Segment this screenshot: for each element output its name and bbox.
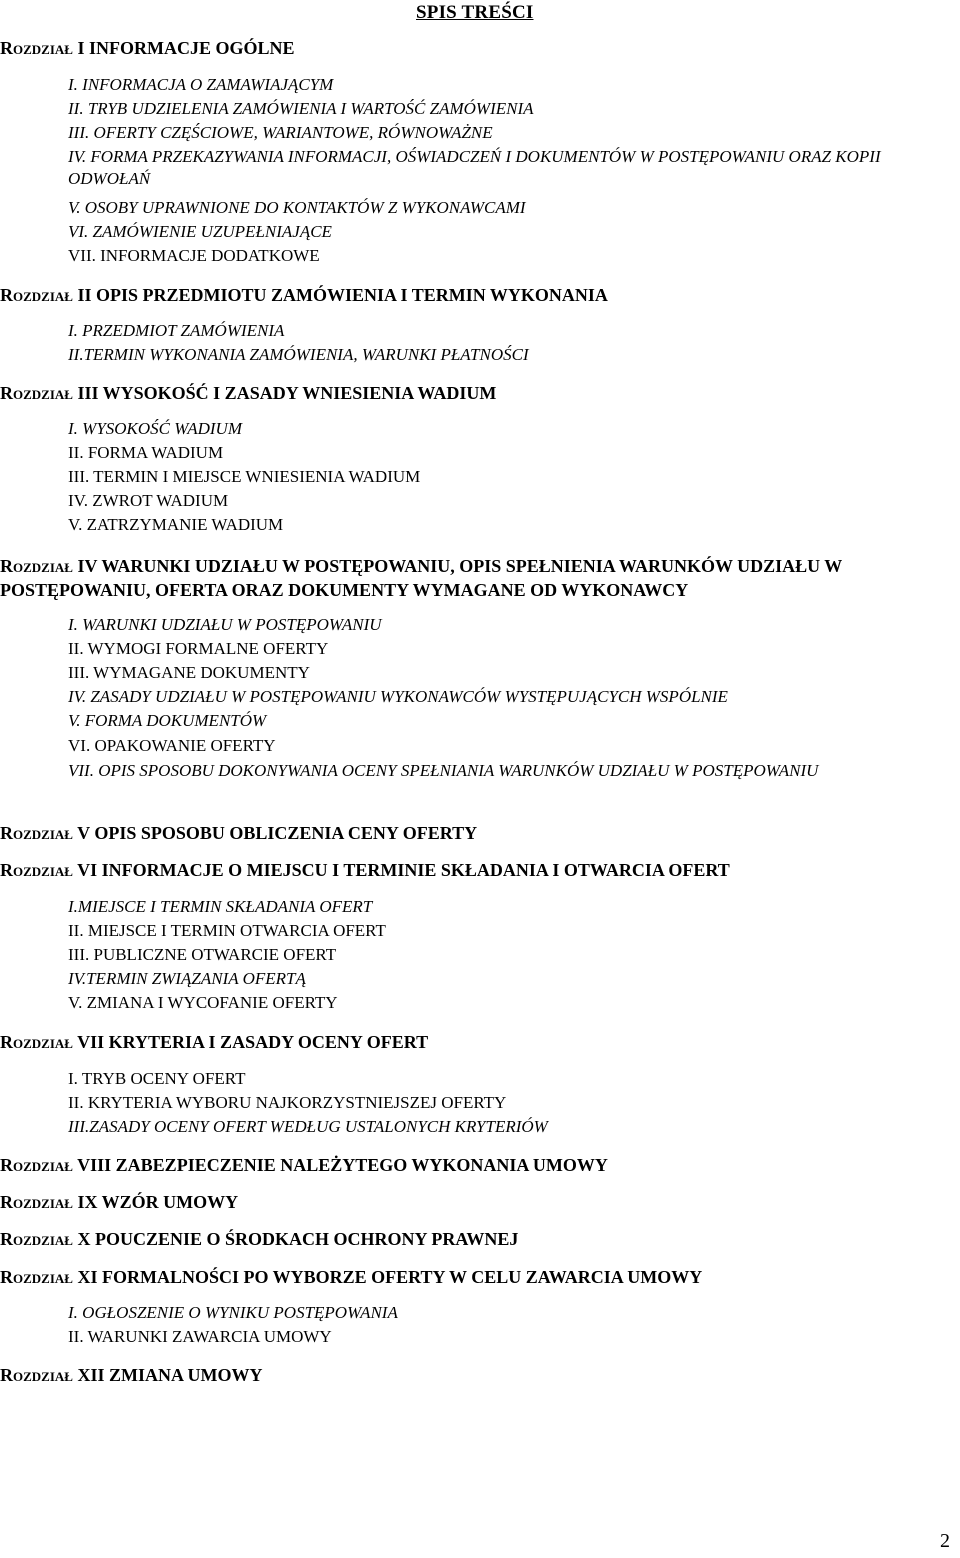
toc-item: III. TERMIN I MIEJSCE WNIESIENIA WADIUM <box>68 467 421 486</box>
chapter-heading-8: Rozdział VIII ZABEZPIECZENIE NALEŻYTEGO WYKONANIA UMOWY <box>0 1155 608 1175</box>
toc-item: IV. ZWROT WADIUM <box>68 491 229 510</box>
chapter-heading-6: Rozdział VI INFORMACJE O MIEJSCU I TERMINIE SKŁADANIA I OTWARCIA OFERT <box>0 860 730 880</box>
toc-item: I.MIEJSCE I TERMIN SKŁADANIA OFERT <box>68 897 373 916</box>
chapter-heading-12: Rozdział XII ZMIANA UMOWY <box>0 1365 263 1385</box>
toc-item: IV.TERMIN ZWIĄZANIA OFERTĄ <box>68 969 306 988</box>
chapter-heading-9: Rozdział IX WZÓR UMOWY <box>0 1192 239 1212</box>
toc-item: VII. OPIS SPOSOBU DOKONYWANIA OCENY SPEŁNIANIA WARUNKÓW UDZIAŁU W POSTĘPOWANIU <box>68 761 819 780</box>
chapter-heading-4: Rozdział IV WARUNKI UDZIAŁU W POSTĘPOWANIU, OPIS SPEŁNIENIA WARUNKÓW UDZIAŁU W POSTĘPOWANIU, OFERTA ORAZ DOKUMENTY WYMAGANE OD WYKONAWCY <box>0 556 842 600</box>
toc-item: VI. OPAKOWANIE OFERTY <box>68 736 276 755</box>
chapter-heading-10: Rozdział X POUCZENIE O ŚRODKACH OCHRONY PRAWNEJ <box>0 1229 519 1249</box>
toc-item: II. MIEJSCE I TERMIN OTWARCIA OFERT <box>68 921 386 940</box>
chapter-heading-2: Rozdział II OPIS PRZEDMIOTU ZAMÓWIENIA I TERMIN WYKONANIA <box>0 285 608 305</box>
chapter-heading-7: Rozdział VII KRYTERIA I ZASADY OCENY OFERT <box>0 1032 429 1052</box>
toc-item: I. OGŁOSZENIE O WYNIKU POSTĘPOWANIA <box>68 1303 398 1322</box>
chapter-heading-11: Rozdział XI FORMALNOŚCI PO WYBORZE OFERTY W CELU ZAWARCIA UMOWY <box>0 1267 703 1287</box>
toc-item: I. PRZEDMIOT ZAMÓWIENIA <box>68 321 285 340</box>
toc-item: IV. ZASADY UDZIAŁU W POSTĘPOWANIU WYKONAWCÓW WYSTĘPUJĄCYCH WSPÓLNIE <box>68 687 728 706</box>
toc-item: I. INFORMACJA O ZAMAWIAJĄCYM <box>68 75 334 94</box>
toc-item: I. TRYB OCENY OFERT <box>68 1069 246 1088</box>
toc-item: IV. FORMA PRZEKAZYWANIA INFORMACJI, OŚWIADCZEŃ I DOKUMENTÓW W POSTĘPOWANIU ORAZ KOPII ODWOŁAŃ <box>68 147 881 188</box>
page-number: 2 <box>940 1530 950 1552</box>
toc-item: III. PUBLICZNE OTWARCIE OFERT <box>68 945 337 964</box>
toc-item: III. WYMAGANE DOKUMENTY <box>68 663 310 682</box>
toc-item: II.TERMIN WYKONANIA ZAMÓWIENIA, WARUNKI PŁATNOŚCI <box>68 345 529 364</box>
toc-item: II. WYMOGI FORMALNE OFERTY <box>68 639 329 658</box>
toc-item: I. WARUNKI UDZIAŁU W POSTĘPOWANIU <box>68 615 382 634</box>
toc-item: V. ZMIANA I WYCOFANIE OFERTY <box>68 993 338 1012</box>
chapter-heading-3: Rozdział III WYSOKOŚĆ I ZASADY WNIESIENIA WADIUM <box>0 383 497 403</box>
chapter-heading-5: Rozdział V OPIS SPOSOBU OBLICZENIA CENY OFERTY <box>0 823 478 843</box>
toc-item: II. TRYB UDZIELENIA ZAMÓWIENIA I WARTOŚĆ ZAMÓWIENIA <box>68 99 534 118</box>
toc-item: II. KRYTERIA WYBORU NAJKORZYSTNIEJSZEJ OFERTY <box>68 1093 507 1112</box>
toc-item: V. ZATRZYMANIE WADIUM <box>68 515 284 534</box>
toc-item: V. OSOBY UPRAWNIONE DO KONTAKTÓW Z WYKONAWCAMI <box>68 198 526 217</box>
toc-item: III.ZASADY OCENY OFERT WEDŁUG USTALONYCH KRYTERIÓW <box>68 1117 548 1136</box>
toc-item: II. FORMA WADIUM <box>68 443 224 462</box>
chapter-heading-1: Rozdział I INFORMACJE OGÓLNE <box>0 38 295 58</box>
toc-item: II. WARUNKI ZAWARCIA UMOWY <box>68 1327 332 1346</box>
toc-item: VI. ZAMÓWIENIE UZUPEŁNIAJĄCE <box>68 222 332 241</box>
toc-item: III. OFERTY CZĘŚCIOWE, WARIANTOWE, RÓWNOWAŻNE <box>68 123 493 142</box>
toc-item: V. FORMA DOKUMENTÓW <box>68 711 267 730</box>
page-title: SPIS TREŚCI <box>416 2 534 23</box>
toc-item: VII. INFORMACJE DODATKOWE <box>68 246 320 265</box>
toc-item: I. WYSOKOŚĆ WADIUM <box>68 419 242 438</box>
